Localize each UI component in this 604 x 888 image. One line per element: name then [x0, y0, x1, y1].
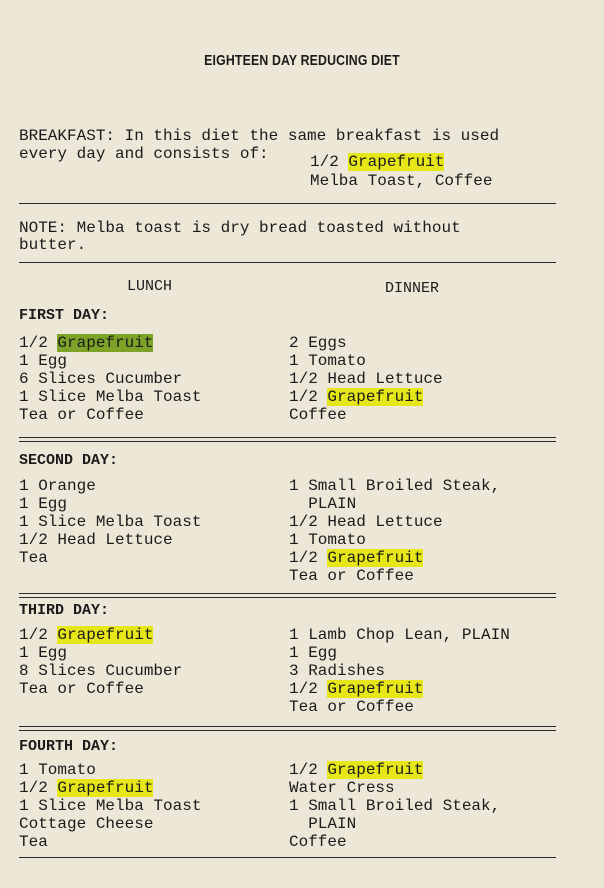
second-day-dinner-item: [289, 549, 423, 567]
highlight-grapefruit: Grapefruit: [327, 388, 424, 406]
menu-item-text: 1 Egg: [19, 495, 68, 513]
second-day-lunch-item: [19, 513, 201, 531]
menu-item-text: 1 Egg: [19, 352, 68, 370]
page-title: EIGHTEEN DAY REDUCING DIET: [204, 52, 400, 69]
divider: [19, 597, 556, 598]
menu-item-text: Coffee: [289, 833, 347, 851]
divider: [19, 857, 556, 858]
fourth-day-dinner-item: [289, 761, 423, 779]
highlight-grapefruit: Grapefruit: [327, 680, 424, 698]
third-day-dinner-item: [289, 662, 385, 680]
menu-item-text: Tea: [19, 549, 48, 567]
second-day-dinner-item: [289, 567, 414, 585]
fourth-day-heading: FOURTH DAY:: [19, 738, 119, 755]
menu-item-text: 1 Tomato: [289, 352, 366, 370]
menu-item-text: 1 Small Broiled Steak,: [289, 797, 501, 815]
menu-item-text: PLAIN: [289, 815, 357, 833]
menu-item-text: 1/2: [289, 680, 328, 698]
menu-item-text: 1 Lamb Chop Lean, PLAIN: [289, 626, 510, 644]
third-day-heading: THIRD DAY:: [19, 602, 110, 619]
fourth-day-lunch-item: [19, 797, 201, 815]
fourth-day-dinner-item: [289, 779, 395, 797]
menu-item-text: Tea or Coffee: [289, 698, 414, 716]
menu-item-text: 1 Slice Melba Toast: [19, 797, 202, 815]
menu-item-text: 1 Egg: [19, 644, 68, 662]
first-day-heading: FIRST DAY:: [19, 307, 110, 324]
menu-item-text: 8 Slices Cucumber: [19, 662, 183, 680]
menu-item-text: 1 Slice Melba Toast: [19, 388, 202, 406]
menu-item-text: 6 Slices Cucumber: [19, 370, 183, 388]
fourth-day-dinner-item: [289, 797, 500, 815]
note-line-2: butter.: [19, 236, 87, 254]
breakfast-item-grapefruit: [310, 153, 444, 171]
breakfast-line-1: BREAKFAST: In this diet the same breakfast is used: [19, 127, 500, 145]
first-day-lunch-item: [19, 406, 144, 424]
second-day-dinner-item: [289, 531, 366, 549]
second-day-lunch-item: [19, 549, 48, 567]
divider: [19, 437, 556, 438]
menu-item-text: 1/2: [19, 334, 58, 352]
menu-item-text: 1 Orange: [19, 477, 96, 495]
fourth-day-dinner-item: [289, 833, 347, 851]
highlight-grapefruit: Grapefruit: [327, 549, 424, 567]
second-day-dinner-item: [289, 513, 443, 531]
first-day-lunch-item: [19, 370, 182, 388]
divider: [19, 593, 556, 594]
divider: [19, 203, 556, 204]
fourth-day-lunch-item: [19, 815, 153, 833]
menu-item-text: 1/2 Head Lettuce: [19, 531, 173, 549]
menu-item-text: 1/2 Head Lettuce: [289, 513, 443, 531]
fourth-day-lunch-item: [19, 833, 48, 851]
menu-item-text: 1/2: [289, 761, 328, 779]
first-day-dinner-item: [289, 388, 423, 406]
menu-item-text: Coffee: [289, 406, 347, 424]
highlight-grapefruit: Grapefruit: [327, 761, 424, 779]
second-day-dinner-item: [289, 495, 356, 513]
first-day-dinner-item: [289, 406, 347, 424]
menu-item-text: 1 Egg: [289, 644, 338, 662]
third-day-lunch-item: [19, 626, 153, 644]
breakfast-line-2: every day and consists of:: [19, 145, 269, 163]
second-day-lunch-item: [19, 495, 67, 513]
breakfast-item-prefix: 1/2: [310, 153, 349, 171]
first-day-dinner-item: [289, 334, 347, 352]
divider: [19, 441, 556, 442]
third-day-dinner-item: [289, 644, 337, 662]
first-day-dinner-item: [289, 352, 366, 370]
menu-item-text: Tea or Coffee: [19, 406, 144, 424]
menu-item-text: PLAIN: [289, 495, 357, 513]
second-day-dinner-item: [289, 477, 500, 495]
note-line-1: NOTE: Melba toast is dry bread toasted without: [19, 219, 461, 237]
menu-item-text: Cottage Cheese: [19, 815, 154, 833]
menu-item-text: Tea: [19, 833, 48, 851]
menu-item-text: Tea or Coffee: [289, 567, 414, 585]
menu-item-text: 2 Eggs: [289, 334, 347, 352]
third-day-lunch-item: [19, 662, 182, 680]
first-day-lunch-item: [19, 334, 153, 352]
menu-item-text: 1/2: [19, 779, 58, 797]
breakfast-item-toast: Melba Toast, Coffee: [310, 172, 493, 190]
divider: [19, 262, 556, 263]
first-day-lunch-item: [19, 352, 67, 370]
fourth-day-dinner-item: [289, 815, 356, 833]
menu-item-text: Water Cress: [289, 779, 395, 797]
third-day-lunch-item: [19, 680, 144, 698]
divider: [19, 730, 556, 731]
highlight-grapefruit: Grapefruit: [57, 334, 154, 352]
lunch-column-heading: LUNCH: [127, 278, 173, 295]
third-day-dinner-item: [289, 698, 414, 716]
menu-item-text: 1/2: [289, 388, 328, 406]
menu-item-text: 3 Radishes: [289, 662, 386, 680]
menu-item-text: 1 Slice Melba Toast: [19, 513, 202, 531]
highlight-grapefruit: Grapefruit: [348, 153, 445, 171]
dinner-column-heading: DINNER: [385, 280, 440, 297]
menu-item-text: 1 Tomato: [19, 761, 96, 779]
menu-item-text: 1/2 Head Lettuce: [289, 370, 443, 388]
highlight-grapefruit: Grapefruit: [57, 626, 154, 644]
divider: [19, 726, 556, 727]
second-day-lunch-item: [19, 477, 96, 495]
second-day-lunch-item: [19, 531, 173, 549]
menu-item-text: 1 Small Broiled Steak,: [289, 477, 501, 495]
second-day-heading: SECOND DAY:: [19, 452, 119, 469]
menu-item-text: 1/2: [289, 549, 328, 567]
menu-item-text: Tea or Coffee: [19, 680, 144, 698]
first-day-lunch-item: [19, 388, 201, 406]
fourth-day-lunch-item: [19, 779, 153, 797]
menu-item-text: 1 Tomato: [289, 531, 366, 549]
menu-item-text: 1/2: [19, 626, 58, 644]
third-day-dinner-item: [289, 626, 510, 644]
fourth-day-lunch-item: [19, 761, 96, 779]
first-day-dinner-item: [289, 370, 443, 388]
highlight-grapefruit: Grapefruit: [57, 779, 154, 797]
third-day-lunch-item: [19, 644, 67, 662]
third-day-dinner-item: [289, 680, 423, 698]
